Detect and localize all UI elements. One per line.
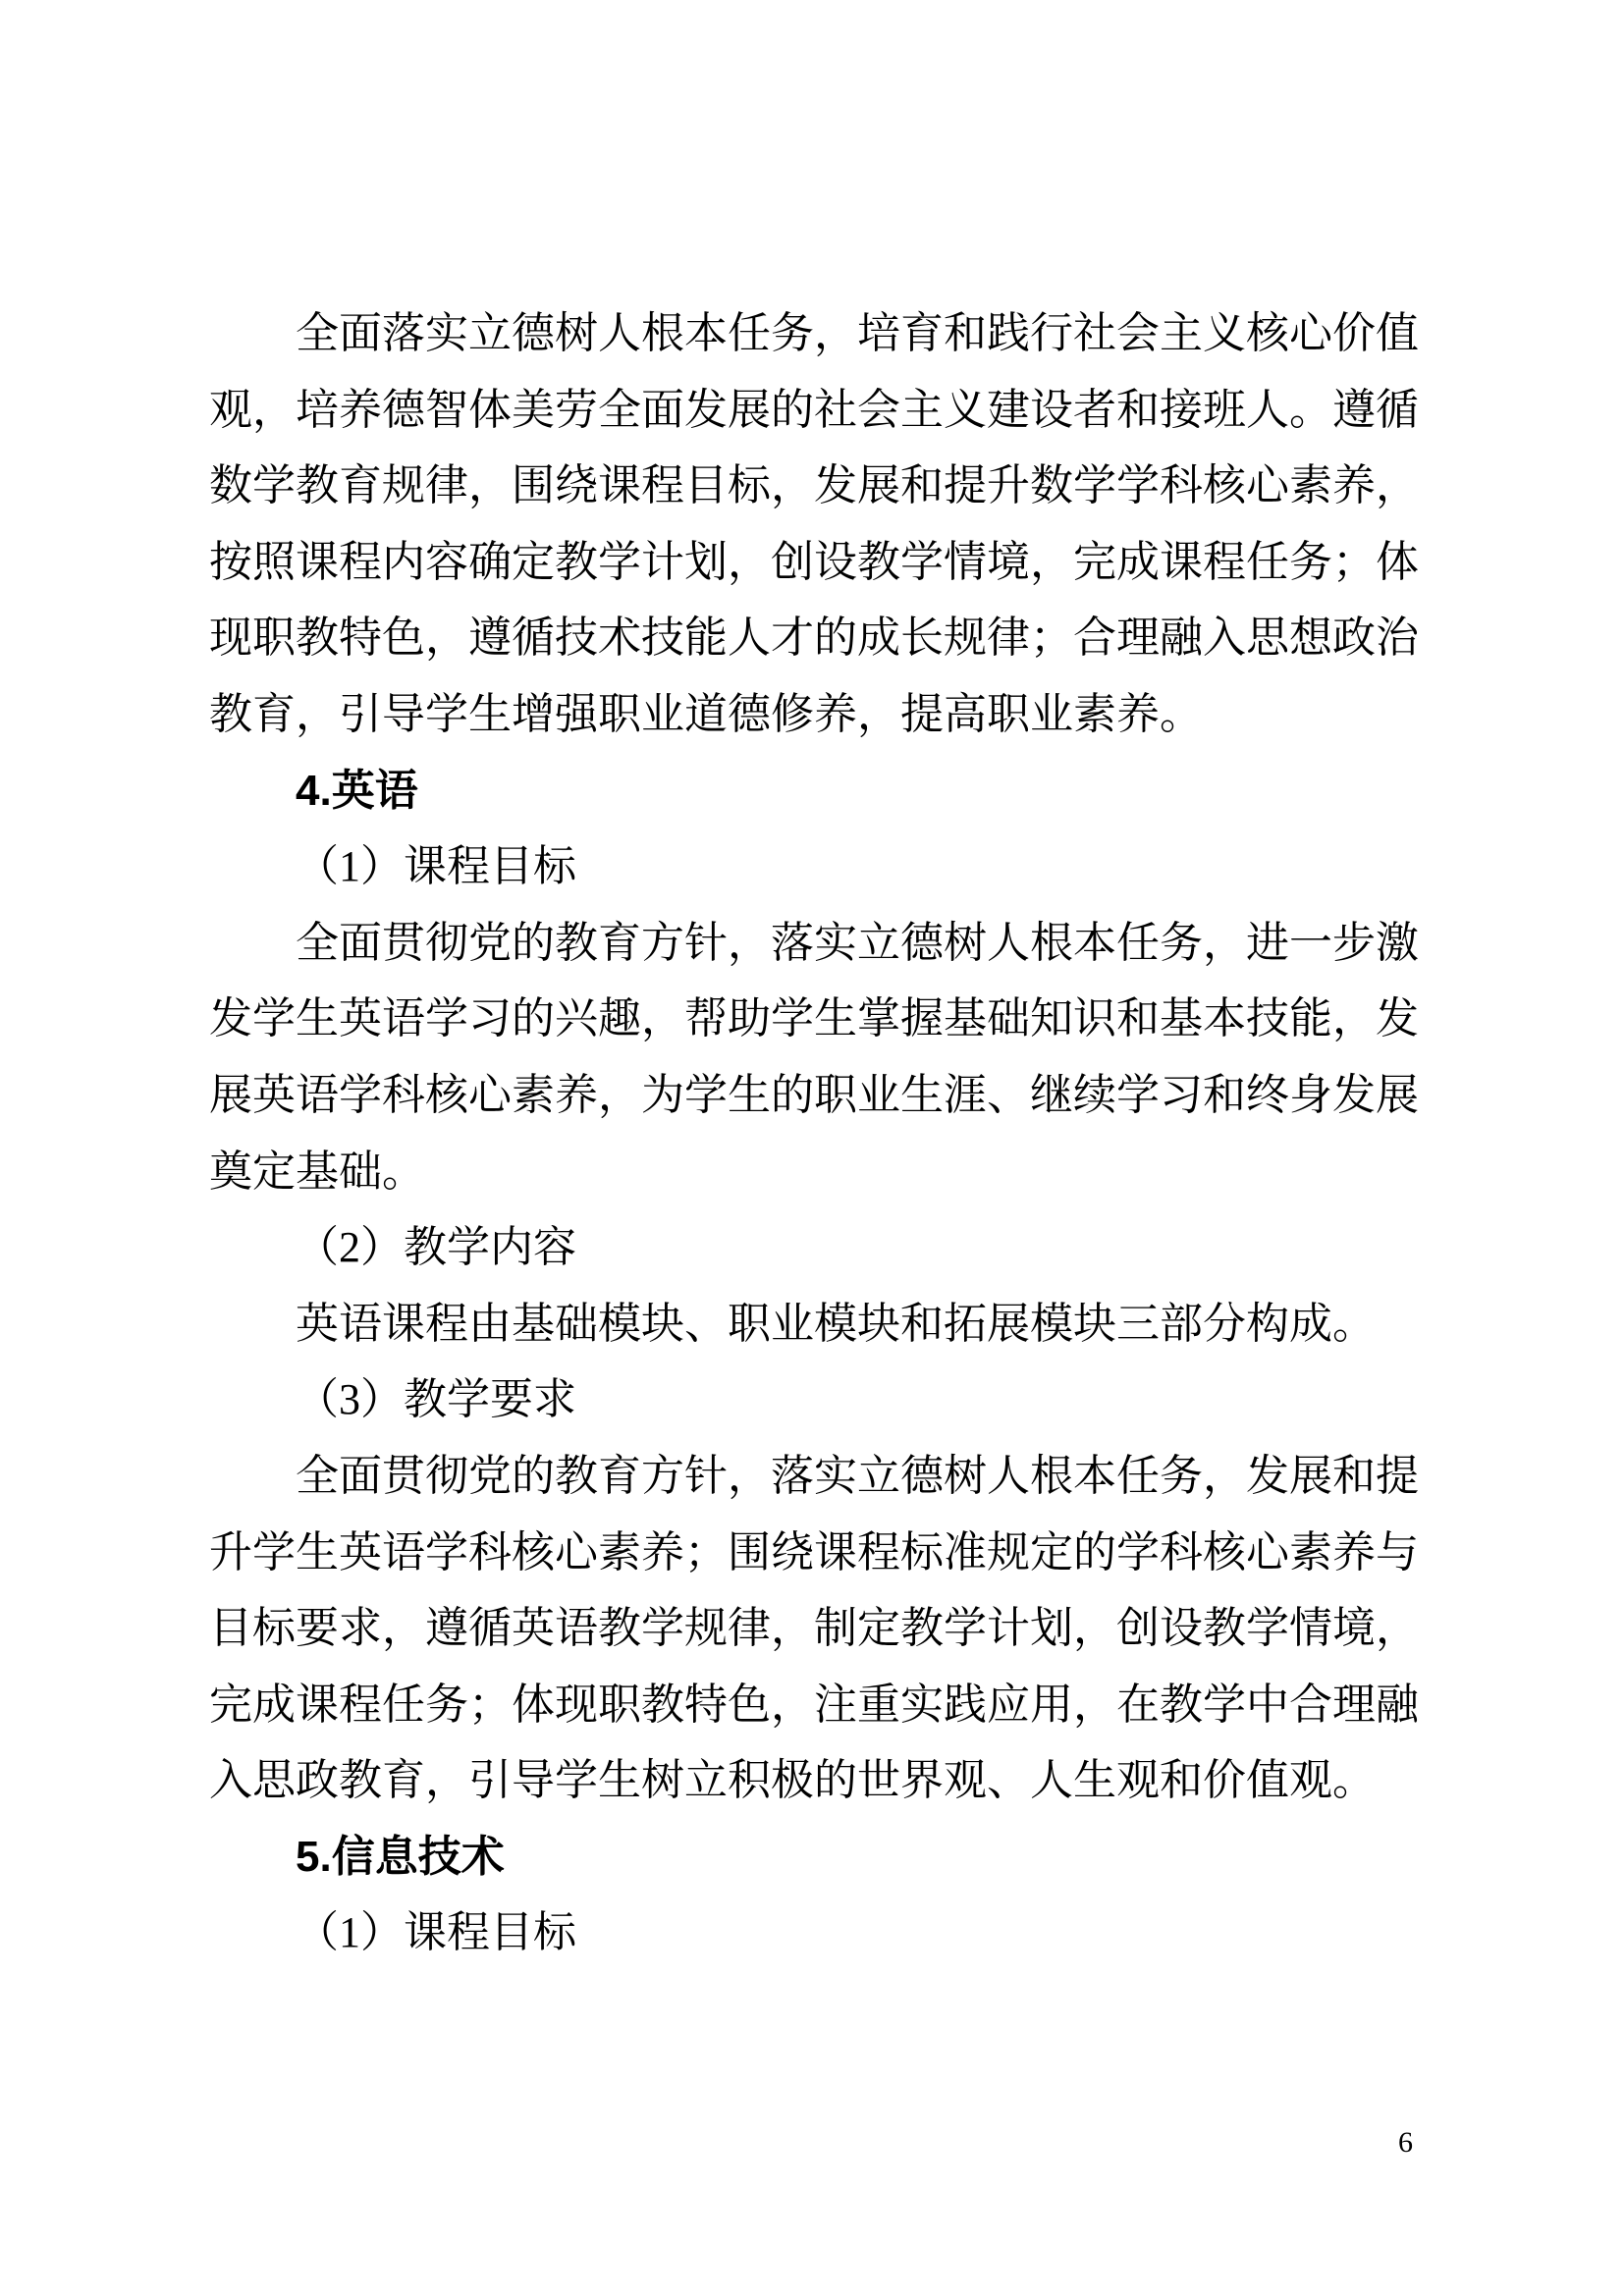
paragraph-english-teaching-requirements: 全面贯彻党的教育方针，落实立德树人根本任务，发展和提升学生英语学科核心素养；围绕课程标准规定的学科核心素养与目标要求，遵循英语教学规律，制定教学计划，创设教学情境，完成课程任务；体现职教特色，注重实践应用，在教学中合理融入思政教育，引导学生树立积极的世界观、人生观和价值观。 xyxy=(209,1451,1419,1805)
paragraph-math-teaching-requirements: 全面落实立德树人根本任务，培育和践行社会主义核心价值观，培养德智体美劳全面发展的社会主义建设者和接班人。遵循数学教育规律，围绕课程目标，发展和提升数学学科核心素养，按照课程内容确定教学计划，创设教学情境，完成课程任务；体现职教特色，遵循技术技能人才的成长规律；合理融入思想政治教育，引导学生增强职业道德修养，提高职业素养。 xyxy=(209,309,1419,738)
document-body xyxy=(209,295,1419,1971)
section-heading-5-information-technology: 5.信息技术 xyxy=(296,1832,505,1881)
subsection-1-course-objectives-english: （1）课程目标 xyxy=(296,842,576,891)
subsection-3-teaching-requirements-english: （3）教学要求 xyxy=(296,1375,576,1424)
page-number: 6 xyxy=(1398,2126,1413,2159)
paragraph-english-teaching-content: 英语课程由基础模块、职业模块和拓展模块三部分构成。 xyxy=(296,1299,1376,1348)
subsection-2-teaching-content-english: （2）教学内容 xyxy=(296,1223,576,1272)
section-heading-4-english: 4.英语 xyxy=(296,766,418,815)
paragraph-english-course-objectives: 全面贯彻党的教育方针，落实立德树人根本任务，进一步激发学生英语学习的兴趣，帮助学生掌握基础知识和基本技能，发展英语学科核心素养，为学生的职业生涯、继续学习和终身发展奠定基础。 xyxy=(209,918,1419,1196)
subsection-1-course-objectives-it: （1）课程目标 xyxy=(296,1908,576,1957)
